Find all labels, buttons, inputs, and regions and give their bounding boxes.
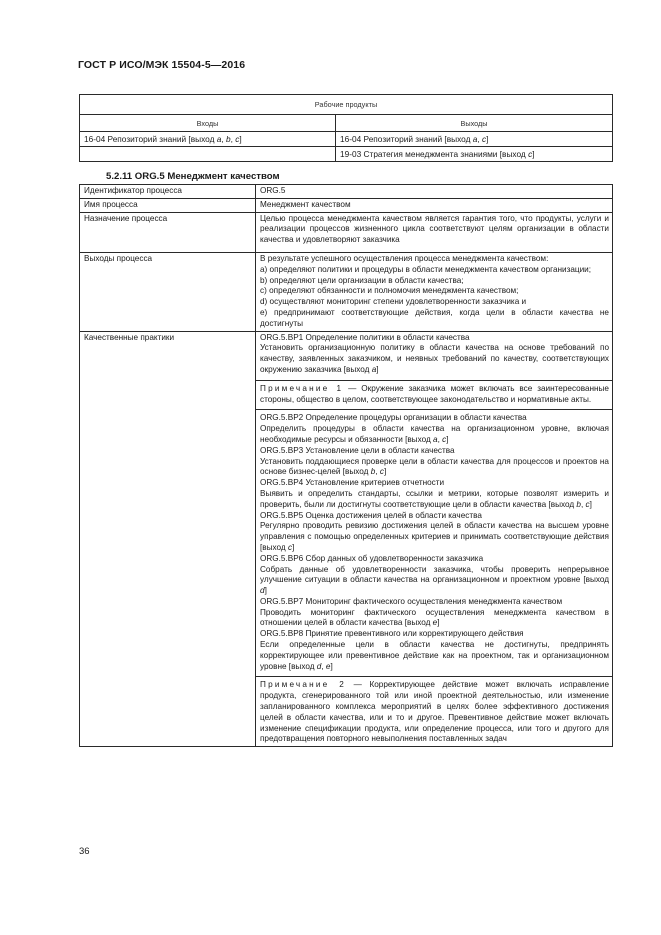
process-outcomes-value: [256, 252, 613, 331]
bp7-text: Проводить мониторинг фактического осуществления менеджмента качеством в отношении целей в области качества [выход e]: [260, 607, 609, 628]
bp3-text: Установить поддающиеся проверке цели в области качества для процессов и проектов на основе бизнес-целей [выход b, c]: [260, 456, 609, 477]
bp1-text: Установить организационную политику в области качества на основе требований по качеству, заявленных заказчиком, и неявных требований по качеству, соответствующих окружению заказчика [выход a]: [260, 343, 609, 374]
process-purpose-label: Назначение процесса: [80, 212, 256, 252]
section-heading: 5.2.11 ORG.5 Менеджмент качеством: [106, 171, 280, 182]
table-row: [80, 185, 613, 199]
output-cell: 19-03 Стратегия менеджмента знаниями [выход c]: [336, 147, 613, 162]
process-name-label: Имя процесса: [80, 198, 256, 212]
page-number: 36: [79, 846, 90, 857]
practices-label: Качественные практики: [80, 331, 256, 747]
outcomes-intro: В результате успешного осуществления процесса менеджмента качеством:: [260, 253, 549, 263]
table-row: [80, 198, 613, 212]
note-1-text: — Окружение заказчика может включать все заинтересованные стороны, общество в целом, соответствующее законодательство и нормативные акты.: [260, 383, 609, 404]
outcome-item: d) осуществляют мониторинг степени удовлетворенности заказчика и: [260, 297, 527, 307]
process-outcomes-label: Выходы процесса: [80, 252, 256, 331]
table-row: [80, 331, 613, 747]
process-name-value: Менеджмент качеством: [256, 198, 613, 212]
input-cell: [80, 147, 336, 162]
document-header-title: ГОСТ Р ИСО/МЭК 15504-5—2016: [78, 59, 246, 71]
output-cell: 16-04 Репозиторий знаний [выход a, c]: [336, 132, 613, 147]
note-2-head: Примечание 2: [260, 680, 346, 690]
bp8-title: ORG.5.BP8 Принятие превентивного или корректирующего действия: [260, 629, 524, 639]
table-row: [80, 252, 613, 331]
note-2-text: — Корректирующее действие может включать исправление продукта, сгенерированного той или иной проектной деятельностью, или изменение запланированного комплекса мероприятий в целях более эффективного достижения целей в области качества, или и то и другое. Превентивное действие может включать изменение спецификации продукта, или определение процесса, или того и другого для предотвращения повторного невыполнения поставленных задач: [260, 680, 609, 744]
bp7-title: ORG.5.BP7 Мониторинг фактического осуществления менеджмента качеством: [260, 596, 563, 606]
work-products-caption: Рабочие продукты: [80, 95, 613, 115]
practices-value: [256, 331, 613, 747]
table-row: [80, 212, 613, 252]
work-products-table: [79, 94, 613, 162]
outcome-item: c) определяют обязанности и полномочия менеджмента качеством;: [260, 286, 519, 296]
table-row: [80, 132, 613, 147]
bp5-title: ORG.5.BP5 Оценка достижения целей в области качества: [260, 510, 482, 520]
bp1-title: ORG.5.BP1 Определение политики в области качества: [260, 332, 470, 342]
outcome-item: b) определяют цели организации в области качества;: [260, 275, 464, 285]
bp8-text: Если определенные цели в области качества не достигнуты, предпринять корректирующее или превентивное действие как на проектном, так и организационном уровне [выход d, e]: [260, 640, 609, 671]
outcome-item: e) предпринимают соответствующие действия, когда цели в области качества не достигнуты: [260, 307, 609, 328]
table-row: [80, 147, 613, 162]
divider: [256, 380, 612, 381]
process-purpose-value: Целью процесса менеджмента качеством является гарантия того, что продукты, услуги и реализации процессов жизненного цикла соответствуют целям организации в области качества и удовлетворяют заказчика: [256, 212, 613, 252]
note-1-head: Примечание 1: [260, 383, 344, 393]
input-cell: 16-04 Репозиторий знаний [выход a, b, c]: [80, 132, 336, 147]
process-table: [79, 184, 613, 747]
note-2: [260, 680, 609, 745]
process-id-value: ORG.5: [256, 185, 613, 199]
divider: [256, 676, 612, 677]
divider: [256, 409, 612, 410]
bp2-title: ORG.5.BP2 Определение процедуры организации в области качества: [260, 413, 527, 423]
bp6-text: Собрать данные об удовлетворенности заказчика, чтобы проверить непрерывное улучшение ситуации в области качества на организационном и проектном уровне [выход d]: [260, 564, 609, 596]
bp6-title: ORG.5.BP6 Сбор данных об удовлетворенности заказчика: [260, 553, 484, 563]
bp4-text: Выявить и определить стандарты, ссылки и метрики, которые позволят измерить и проверить, были ли достигнуты соответствующие цели в области качества [выход b, c]: [260, 488, 609, 509]
bp2-text: Определить процедуры в области качества на организационном уровне, включая необходимые ресурсы и обязанности [выход a, c]: [260, 424, 609, 444]
note-1: [260, 384, 609, 406]
bp5-text: Регулярно проводить ревизию достижения целей в области качества на высшем уровне управления с помощью определенных критериев и принимать соответствующие действия [выход c]: [260, 521, 609, 552]
inputs-header: Входы: [80, 115, 336, 132]
outcome-item: a) определяют политики и процедуры в области менеджмента качеством организации;: [260, 264, 592, 274]
bp3-title: ORG.5.BP3 Установление цели в области качества: [260, 445, 455, 455]
process-id-label: Идентификатор процесса: [80, 185, 256, 199]
bp4-title: ORG.5.BP4 Установление критериев отчетности: [260, 478, 445, 488]
outputs-header: Выходы: [336, 115, 613, 132]
